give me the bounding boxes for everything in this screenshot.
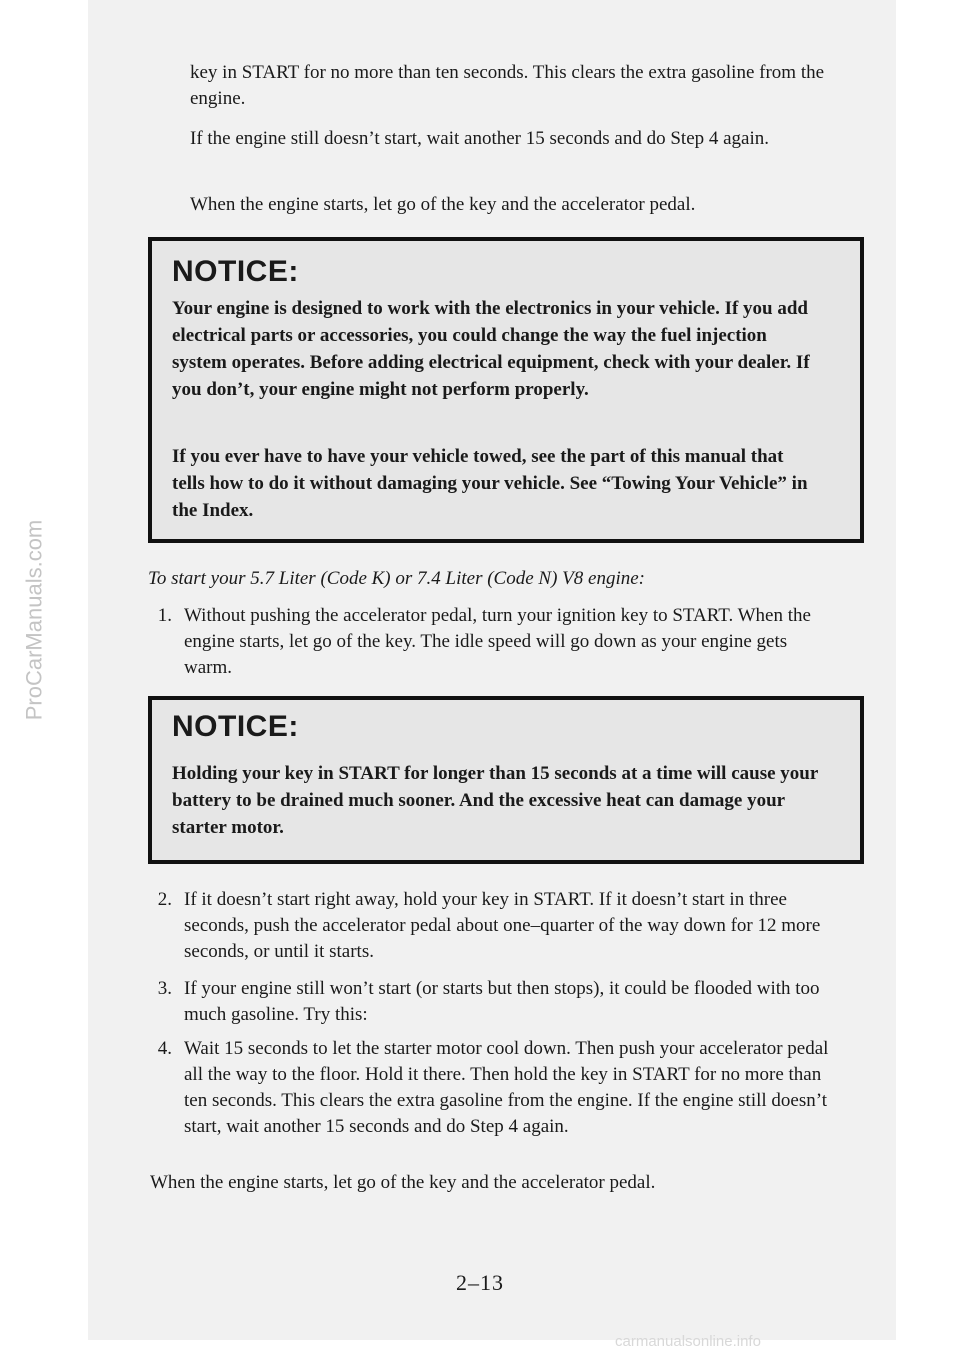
paragraph-3: When the engine starts, let go of the key and the accelerator pedal. <box>190 194 696 215</box>
notice-title: NOTICE: <box>172 710 299 743</box>
list-number: 4. <box>157 1038 172 1059</box>
bottom-watermark: carmanualsonline.info <box>615 1333 761 1350</box>
notice-text: Your engine is designed to work with the electronics in your vehicle. If you add electrical parts or accessories, you could change the way the fuel injection system operates. Before adding electrical equipment, check with your dealer. If you don’t, your engine might not perform properly. <box>172 298 810 400</box>
list-text: If it doesn’t start right away, hold your key in START. If it doesn’t start in three seconds, push the accelerator pedal about one–quarter of the way down for 12 more seconds, or until it starts. <box>184 889 821 962</box>
list-number: 1. <box>157 605 172 626</box>
notice-text: Holding your key in START for longer than 15 seconds at a time will cause your battery to be drained much sooner. And the excessive heat can damage your starter motor. <box>172 763 818 838</box>
list-number: 3. <box>157 978 172 999</box>
side-watermark: ProCarManuals.com <box>21 519 47 721</box>
engine-intro: To start your 5.7 Liter (Code K) or 7.4 Liter (Code N) V8 engine: <box>148 568 645 589</box>
closing-paragraph: When the engine starts, let go of the key and the accelerator pedal. <box>150 1172 656 1193</box>
list-number: 2. <box>157 889 172 910</box>
paragraph-1: key in START for no more than ten seconds. This clears the extra gasoline from the engine. <box>190 62 825 109</box>
page-number: 2–13 <box>456 1270 504 1295</box>
notice-title: NOTICE: <box>172 255 299 288</box>
notice-text: If you ever have to have your vehicle towed, see the part of this manual that tells how to do it without damaging your vehicle. See “Towing Your Vehicle” in the Index. <box>172 446 808 521</box>
notice-box-battery <box>148 696 864 864</box>
list-text: Without pushing the accelerator pedal, turn your ignition key to START. When the engine starts, let go of the key. The idle speed will go down as your engine gets warm. <box>184 605 811 678</box>
list-text: If your engine still won’t start (or starts but then stops), it could be flooded with too much gasoline. Try this: <box>184 978 820 1025</box>
paragraph-2: If the engine still doesn’t start, wait another 15 seconds and do Step 4 again. <box>190 128 770 149</box>
notice-box-electronics <box>148 237 864 543</box>
list-text: Wait 15 seconds to let the starter motor cool down. Then push your accelerator pedal all the way to the floor. Hold it there. Then hold the key in START for no more than ten seconds. This clears the extra gasoline from the engine. If the engine still doesn’t start, wait another 15 seconds and do Step 4 again. <box>184 1038 829 1137</box>
